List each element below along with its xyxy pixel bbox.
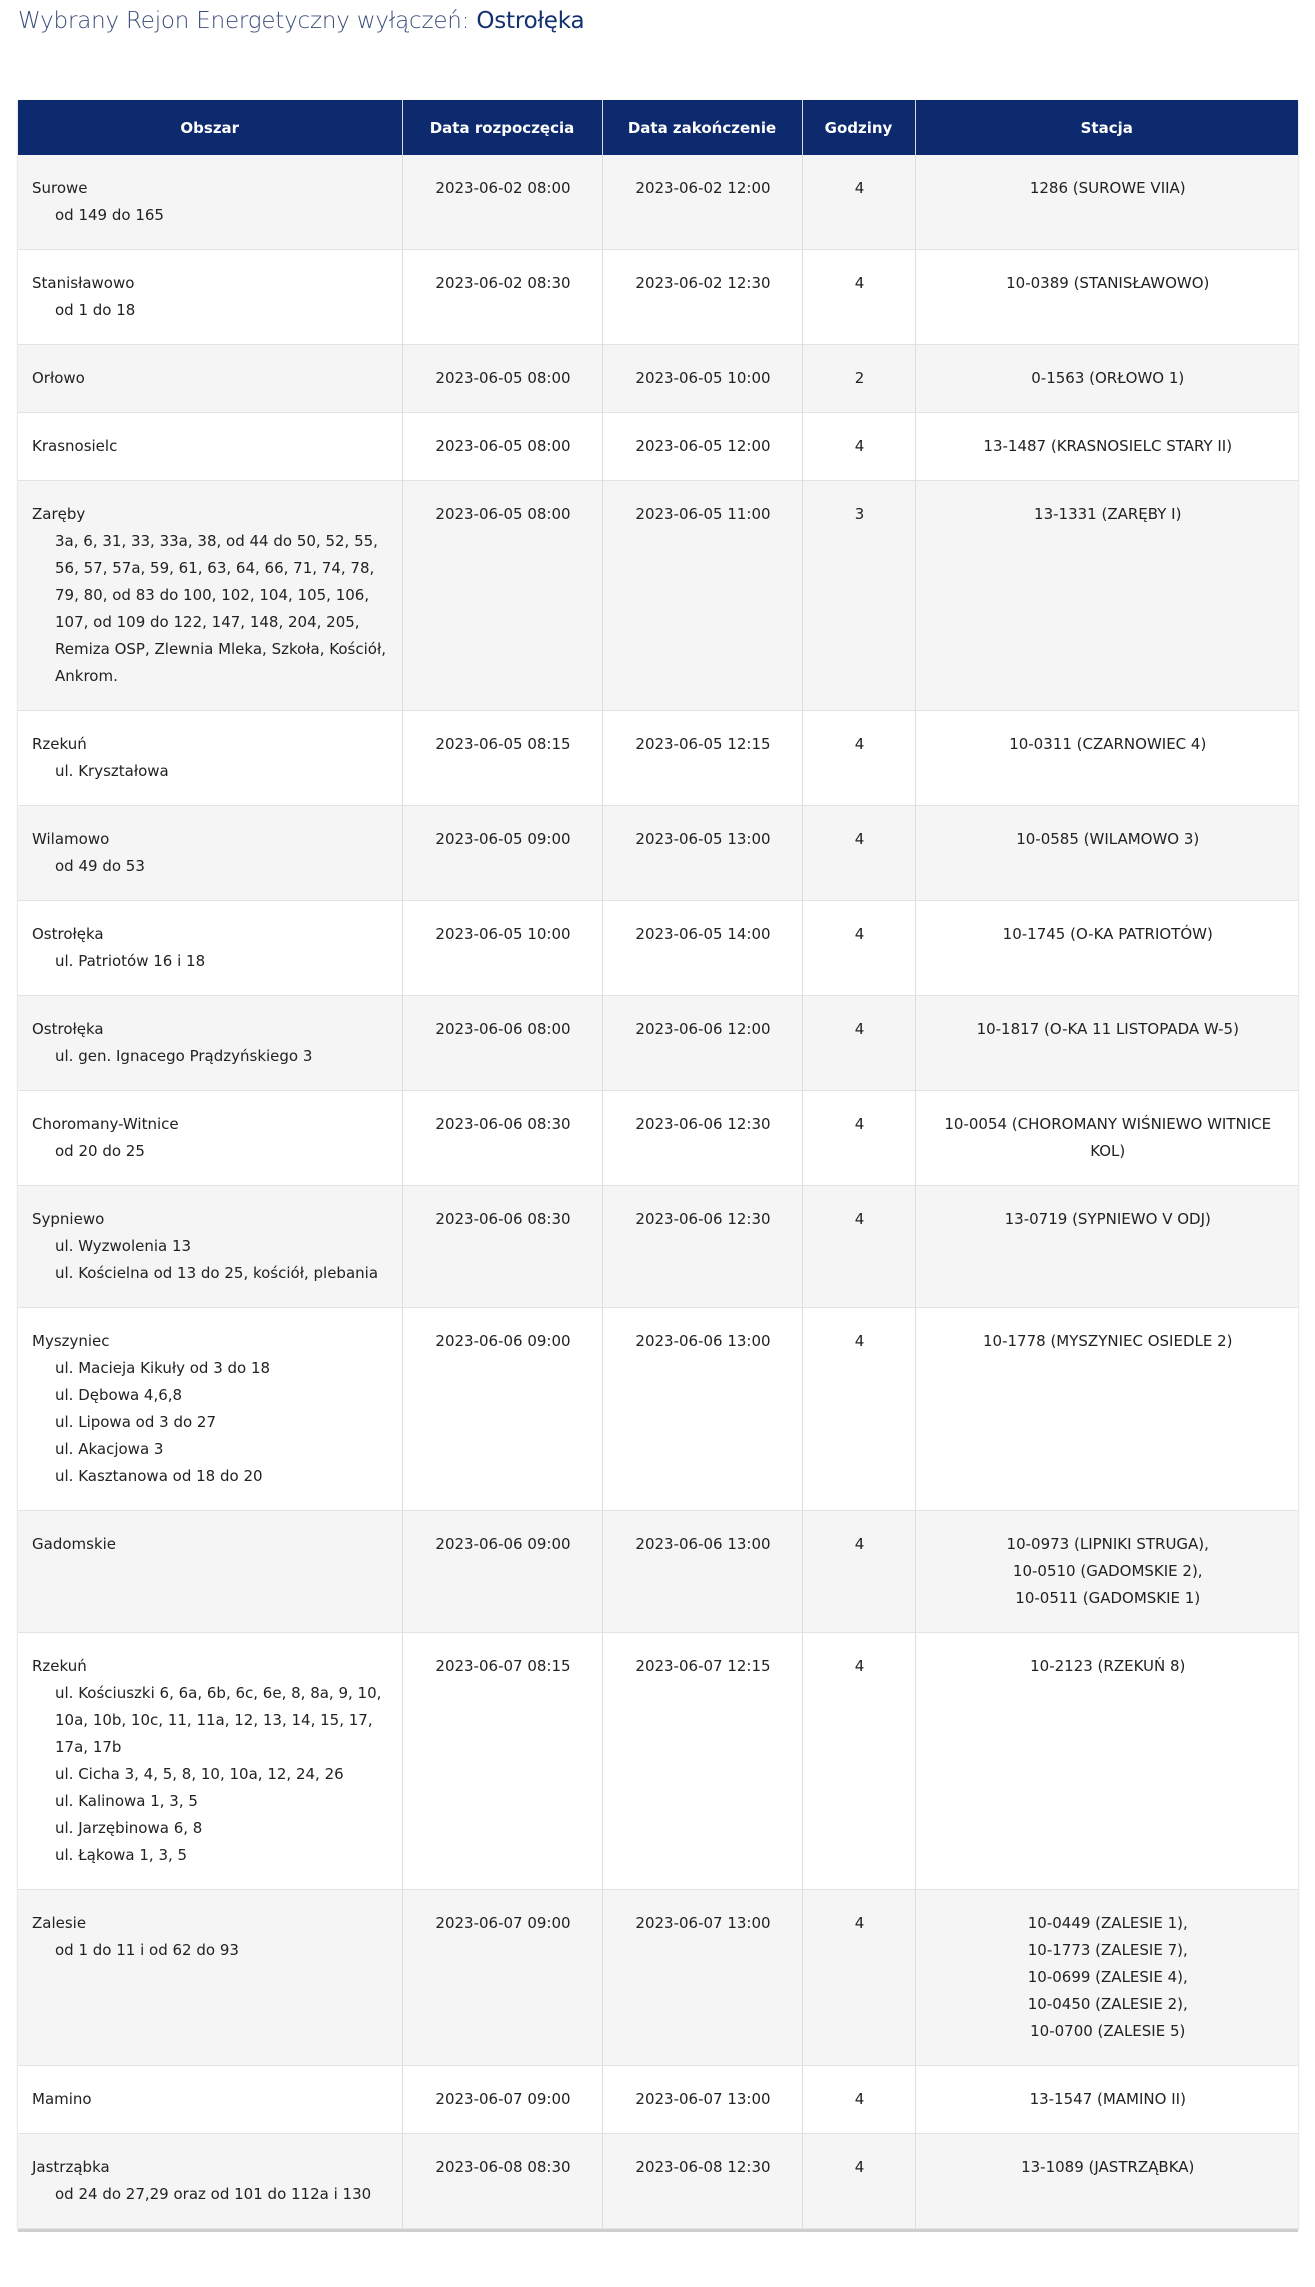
- cell-start-date: 2023-06-05 09:00: [402, 806, 602, 901]
- cell-hours: 4: [802, 1890, 915, 2066]
- cell-hours: 4: [802, 413, 915, 481]
- area-name: Rzekuń: [32, 735, 87, 753]
- cell-hours: 4: [802, 2066, 915, 2134]
- cell-end-date: 2023-06-06 12:00: [602, 996, 802, 1091]
- area-name: Ostrołęka: [32, 1020, 104, 1038]
- page-title: [18, 8, 584, 34]
- cell-hours: 4: [802, 1511, 915, 1633]
- cell-area: [18, 806, 402, 901]
- cell-hours: 4: [802, 1308, 915, 1511]
- column-header-start-date: Data rozpoczęcia: [402, 100, 602, 155]
- table-header: [18, 100, 1298, 155]
- cell-hours: 4: [802, 711, 915, 806]
- cell-station: [915, 1308, 1298, 1511]
- area-detail: ul. Łąkowa 1, 3, 5: [55, 1846, 188, 1864]
- station-entry: 10-0585 (WILAMOWO 3): [1016, 830, 1200, 848]
- table-row: [18, 250, 1298, 345]
- area-detail: od 1 do 18: [55, 301, 136, 319]
- area-detail: ul. Kasztanowa od 18 do 20: [55, 1467, 263, 1485]
- cell-area: [18, 1633, 402, 1890]
- cell-station: [915, 155, 1298, 250]
- area-name: Surowe: [32, 179, 88, 197]
- cell-area: [18, 250, 402, 345]
- area-detail: ul. Cicha 3, 4, 5, 8, 10, 10a, 12, 24, 26: [55, 1765, 344, 1783]
- area-name: Wilamowo: [32, 830, 110, 848]
- table-row: [18, 155, 1298, 250]
- table-row: [18, 413, 1298, 481]
- cell-end-date: 2023-06-05 10:00: [602, 345, 802, 413]
- cell-hours: 3: [802, 481, 915, 711]
- station-entry: 13-0719 (SYPNIEWO V ODJ): [1004, 1210, 1211, 1228]
- area-name: Zalesie: [32, 1914, 87, 1932]
- area-name: Ostrołęka: [32, 925, 104, 943]
- cell-station: [915, 1186, 1298, 1308]
- table-row: [18, 2066, 1298, 2134]
- table-row: [18, 711, 1298, 806]
- cell-station: [915, 901, 1298, 996]
- area-detail: od 1 do 11 i od 62 do 93: [55, 1941, 239, 1959]
- station-entry: 10-0510 (GADOMSKIE 2),: [1012, 1562, 1203, 1580]
- table-row: [18, 481, 1298, 711]
- table-row: [18, 1186, 1298, 1308]
- table-row: [18, 1511, 1298, 1633]
- cell-station: [915, 711, 1298, 806]
- column-header-end-date: Data zakończenie: [602, 100, 802, 155]
- area-detail: ul. Kościuszki 6, 6a, 6b, 6c, 6e, 8, 8a, 9, 10, 10a, 10b, 10c, 11, 11a, 12, 13, 14, 15, 17, 17a, 17b: [55, 1684, 382, 1756]
- cell-station: [915, 413, 1298, 481]
- table-row: [18, 1633, 1298, 1890]
- cell-end-date: 2023-06-05 14:00: [602, 901, 802, 996]
- cell-area: [18, 345, 402, 413]
- cell-end-date: 2023-06-08 12:30: [602, 2134, 802, 2229]
- station-entry: 10-0054 (CHOROMANY WIŚNIEWO WITNICE KOL): [944, 1115, 1272, 1160]
- cell-station: [915, 250, 1298, 345]
- cell-area: [18, 1890, 402, 2066]
- area-name: Zaręby: [32, 505, 86, 523]
- cell-start-date: 2023-06-05 08:15: [402, 711, 602, 806]
- cell-area: [18, 1091, 402, 1186]
- cell-area: [18, 1186, 402, 1308]
- cell-area: [18, 711, 402, 806]
- cell-end-date: 2023-06-02 12:30: [602, 250, 802, 345]
- cell-station: [915, 2134, 1298, 2229]
- cell-hours: 4: [802, 250, 915, 345]
- cell-end-date: 2023-06-05 13:00: [602, 806, 802, 901]
- cell-area: [18, 155, 402, 250]
- cell-station: [915, 481, 1298, 711]
- cell-end-date: 2023-06-06 12:30: [602, 1186, 802, 1308]
- cell-station: [915, 1091, 1298, 1186]
- cell-start-date: 2023-06-05 08:00: [402, 413, 602, 481]
- area-detail: ul. Wyzwolenia 13: [55, 1237, 192, 1255]
- area-name: Myszyniec: [32, 1332, 110, 1350]
- area-detail: ul. Jarzębinowa 6, 8: [55, 1819, 203, 1837]
- cell-station: [915, 806, 1298, 901]
- cell-start-date: 2023-06-02 08:30: [402, 250, 602, 345]
- table-row: [18, 901, 1298, 996]
- table-body: [18, 155, 1298, 2229]
- station-entry: 10-1817 (O-KA 11 LISTOPADA W-5): [976, 1020, 1239, 1038]
- cell-end-date: 2023-06-06 13:00: [602, 1308, 802, 1511]
- area-detail: ul. Lipowa od 3 do 27: [55, 1413, 216, 1431]
- cell-end-date: 2023-06-05 12:00: [602, 413, 802, 481]
- cell-start-date: 2023-06-05 08:00: [402, 345, 602, 413]
- area-detail: ul. gen. Ignacego Prądzyńskiego 3: [55, 1047, 313, 1065]
- table-row: [18, 1308, 1298, 1511]
- area-name: Choromany-Witnice: [32, 1115, 179, 1133]
- column-header-station: Stacja: [915, 100, 1298, 155]
- station-entry: 10-0450 (ZALESIE 2),: [1027, 1995, 1188, 2013]
- station-entry: 10-0389 (STANISŁAWOWO): [1006, 274, 1210, 292]
- cell-station: [915, 2066, 1298, 2134]
- cell-area: [18, 996, 402, 1091]
- cell-start-date: 2023-06-05 10:00: [402, 901, 602, 996]
- cell-area: [18, 413, 402, 481]
- cell-start-date: 2023-06-05 08:00: [402, 481, 602, 711]
- cell-station: [915, 996, 1298, 1091]
- area-detail: ul. Kościelna od 13 do 25, kościół, plebania: [55, 1264, 379, 1282]
- cell-area: [18, 2134, 402, 2229]
- table-row: [18, 806, 1298, 901]
- cell-end-date: 2023-06-07 13:00: [602, 2066, 802, 2134]
- area-detail: od 49 do 53: [55, 857, 145, 875]
- cell-start-date: 2023-06-06 08:30: [402, 1186, 602, 1308]
- cell-hours: 4: [802, 1633, 915, 1890]
- area-detail: ul. Kryształowa: [55, 762, 169, 780]
- cell-start-date: 2023-06-06 09:00: [402, 1511, 602, 1633]
- cell-end-date: 2023-06-07 13:00: [602, 1890, 802, 2066]
- station-entry: 10-2123 (RZEKUŃ 8): [1030, 1657, 1186, 1675]
- cell-hours: 4: [802, 1186, 915, 1308]
- selected-region: Ostrołęka: [476, 8, 585, 34]
- table-row: [18, 996, 1298, 1091]
- area-detail: ul. Macieja Kikuły od 3 do 18: [55, 1359, 271, 1377]
- area-name: Rzekuń: [32, 1657, 87, 1675]
- table-row: [18, 1091, 1298, 1186]
- cell-hours: 4: [802, 901, 915, 996]
- cell-end-date: 2023-06-05 12:15: [602, 711, 802, 806]
- cell-station: [915, 1633, 1298, 1890]
- area-detail: 3a, 6, 31, 33, 33a, 38, od 44 do 50, 52, 55, 56, 57, 57a, 59, 61, 63, 64, 66, 71, 74, 78, 79, 80, od 83 do 100, 102, 104, 105, 106, 107, od 109 do 122, 147, 148, 204, 205, Remiza OSP, Zlewnia Mleka, Szkoła, Kościół, Ankrom.: [55, 532, 386, 685]
- cell-area: [18, 901, 402, 996]
- station-entry: 10-0699 (ZALESIE 4),: [1027, 1968, 1188, 1986]
- station-entry: 13-1331 (ZARĘBY I): [1034, 505, 1182, 523]
- cell-end-date: 2023-06-06 13:00: [602, 1511, 802, 1633]
- cell-start-date: 2023-06-08 08:30: [402, 2134, 602, 2229]
- station-entry: 0-1563 (ORŁOWO 1): [1031, 369, 1185, 387]
- cell-end-date: 2023-06-05 11:00: [602, 481, 802, 711]
- column-header-area: Obszar: [18, 100, 402, 155]
- cell-start-date: 2023-06-07 09:00: [402, 1890, 602, 2066]
- cell-hours: 4: [802, 1091, 915, 1186]
- area-detail: ul. Dębowa 4,6,8: [55, 1386, 183, 1404]
- station-entry: 10-1745 (O-KA PATRIOTÓW): [1002, 925, 1213, 943]
- area-name: Mamino: [32, 2090, 92, 2108]
- table-row: [18, 345, 1298, 413]
- cell-start-date: 2023-06-06 08:00: [402, 996, 602, 1091]
- table-row: [18, 2134, 1298, 2229]
- cell-hours: 4: [802, 2134, 915, 2229]
- cell-end-date: 2023-06-07 12:15: [602, 1633, 802, 1890]
- cell-hours: 4: [802, 155, 915, 250]
- area-name: Krasnosielc: [32, 437, 118, 455]
- station-entry: 13-1487 (KRASNOSIELC STARY II): [983, 437, 1233, 455]
- area-name: Jastrząbka: [32, 2158, 110, 2176]
- station-entry: 10-0511 (GADOMSKIE 1): [1015, 1589, 1201, 1607]
- cell-hours: 4: [802, 806, 915, 901]
- area-detail: ul. Akacjowa 3: [55, 1440, 164, 1458]
- station-entry: 10-0700 (ZALESIE 5): [1030, 2022, 1186, 2040]
- area-name: Gadomskie: [32, 1535, 117, 1553]
- table-bottom-border: [18, 2229, 1298, 2232]
- area-name: Orłowo: [32, 369, 85, 387]
- area-name: Stanisławowo: [32, 274, 135, 292]
- cell-start-date: 2023-06-06 08:30: [402, 1091, 602, 1186]
- station-entry: 13-1089 (JASTRZĄBKA): [1021, 2158, 1195, 2176]
- cell-area: [18, 481, 402, 711]
- outages-table-container: [18, 100, 1298, 2232]
- outages-table: [18, 100, 1298, 2229]
- cell-start-date: 2023-06-07 08:15: [402, 1633, 602, 1890]
- station-entry: 13-1547 (MAMINO II): [1029, 2090, 1186, 2108]
- table-row: [18, 1890, 1298, 2066]
- station-entry: 10-0449 (ZALESIE 1),: [1027, 1914, 1188, 1932]
- cell-station: [915, 1511, 1298, 1633]
- station-entry: 10-0311 (CZARNOWIEC 4): [1009, 735, 1207, 753]
- station-entry: 10-0973 (LIPNIKI STRUGA),: [1006, 1535, 1209, 1553]
- cell-start-date: 2023-06-02 08:00: [402, 155, 602, 250]
- cell-area: [18, 1511, 402, 1633]
- station-entry: 10-1773 (ZALESIE 7),: [1027, 1941, 1188, 1959]
- station-entry: 10-1778 (MYSZYNIEC OSIEDLE 2): [983, 1332, 1233, 1350]
- cell-hours: 2: [802, 345, 915, 413]
- page-title-prefix: Wybrany Rejon Energetyczny wyłączeń:: [18, 8, 470, 34]
- cell-end-date: 2023-06-06 12:30: [602, 1091, 802, 1186]
- cell-start-date: 2023-06-07 09:00: [402, 2066, 602, 2134]
- area-detail: ul. Patriotów 16 i 18: [55, 952, 206, 970]
- cell-station: [915, 1890, 1298, 2066]
- area-detail: od 149 do 165: [55, 206, 164, 224]
- cell-station: [915, 345, 1298, 413]
- cell-hours: 4: [802, 996, 915, 1091]
- column-header-hours: Godziny: [802, 100, 915, 155]
- cell-area: [18, 1308, 402, 1511]
- cell-area: [18, 2066, 402, 2134]
- area-detail: od 20 do 25: [55, 1142, 145, 1160]
- station-entry: 1286 (SUROWE VIIA): [1029, 179, 1186, 197]
- area-detail: od 24 do 27,29 oraz od 101 do 112a i 130: [55, 2185, 372, 2203]
- cell-end-date: 2023-06-02 12:00: [602, 155, 802, 250]
- area-name: Sypniewo: [32, 1210, 105, 1228]
- cell-start-date: 2023-06-06 09:00: [402, 1308, 602, 1511]
- area-detail: ul. Kalinowa 1, 3, 5: [55, 1792, 198, 1810]
